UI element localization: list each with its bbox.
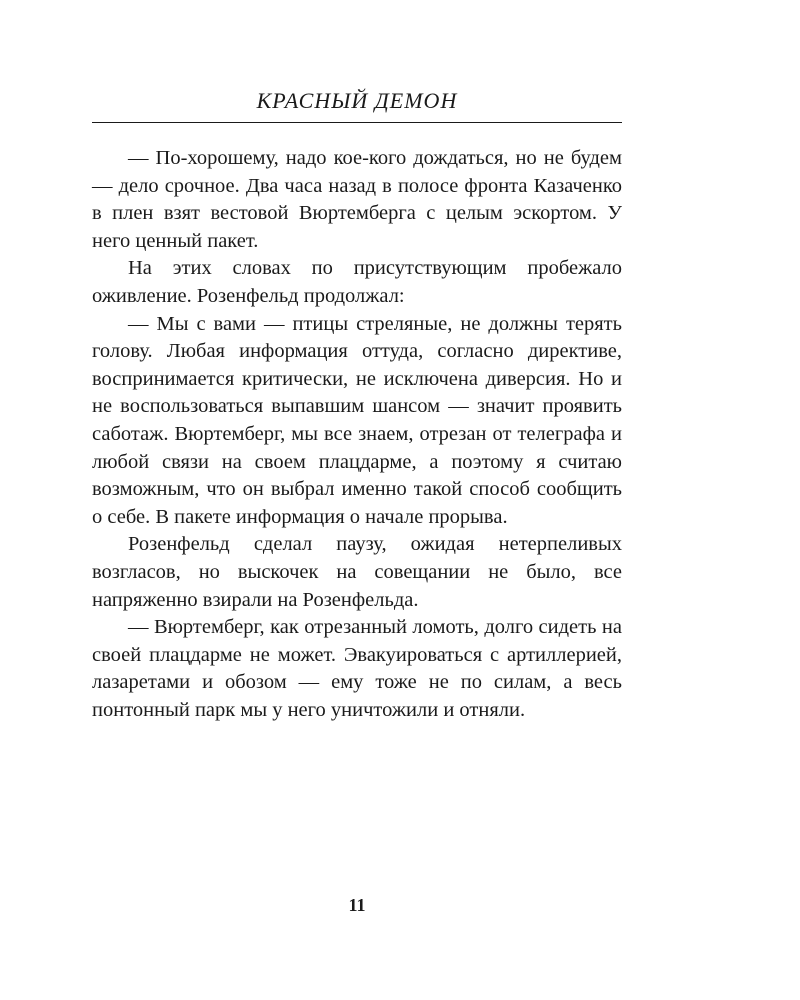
running-head: КРАСНЫЙ ДЕМОН bbox=[256, 88, 458, 113]
paragraph: — Вюртемберг, как отрезанный ломоть, долго сидеть на своей плацдарме не может. Эвакуироваться с артиллерией, лазаретами и обозом — ему тоже не по силам, а весь понтонный парк мы у него уничтожили и отняли. bbox=[92, 616, 622, 721]
paragraph: — По-хорошему, надо кое-кого дождаться, но не будем — дело срочное. Два часа назад в полосе фронта Казаченко в плен взят вестовой Вюртемберга с целым эскортом. У него ценный пакет. bbox=[92, 147, 622, 252]
body-text bbox=[92, 145, 622, 724]
page-number: 11 bbox=[348, 895, 366, 915]
paragraph: На этих словах по присутствующим пробежало оживление. Розенфельд продолжал: bbox=[92, 257, 622, 307]
paragraph: Розенфельд сделал паузу, ожидая нетерпеливых возгласов, но выскочек на совещании не было, все напряженно взирали на Розенфельда. bbox=[92, 533, 622, 611]
header-rule bbox=[92, 122, 622, 123]
paragraph: — Мы с вами — птицы стреляные, не должны терять голову. Любая информация оттуда, согласно директиве, воспринимается критически, не исключена диверсия. Но и не воспользоваться выпавшим шансом — значит проявить саботаж. Вюртемберг, мы все знаем, отрезан от телеграфа и любой связи на своем плацдарме, а поэтому я считаю возможным, что он выбрал именно такой способ сообщить о себе. В пакете информация о начале прорыва. bbox=[92, 312, 622, 528]
